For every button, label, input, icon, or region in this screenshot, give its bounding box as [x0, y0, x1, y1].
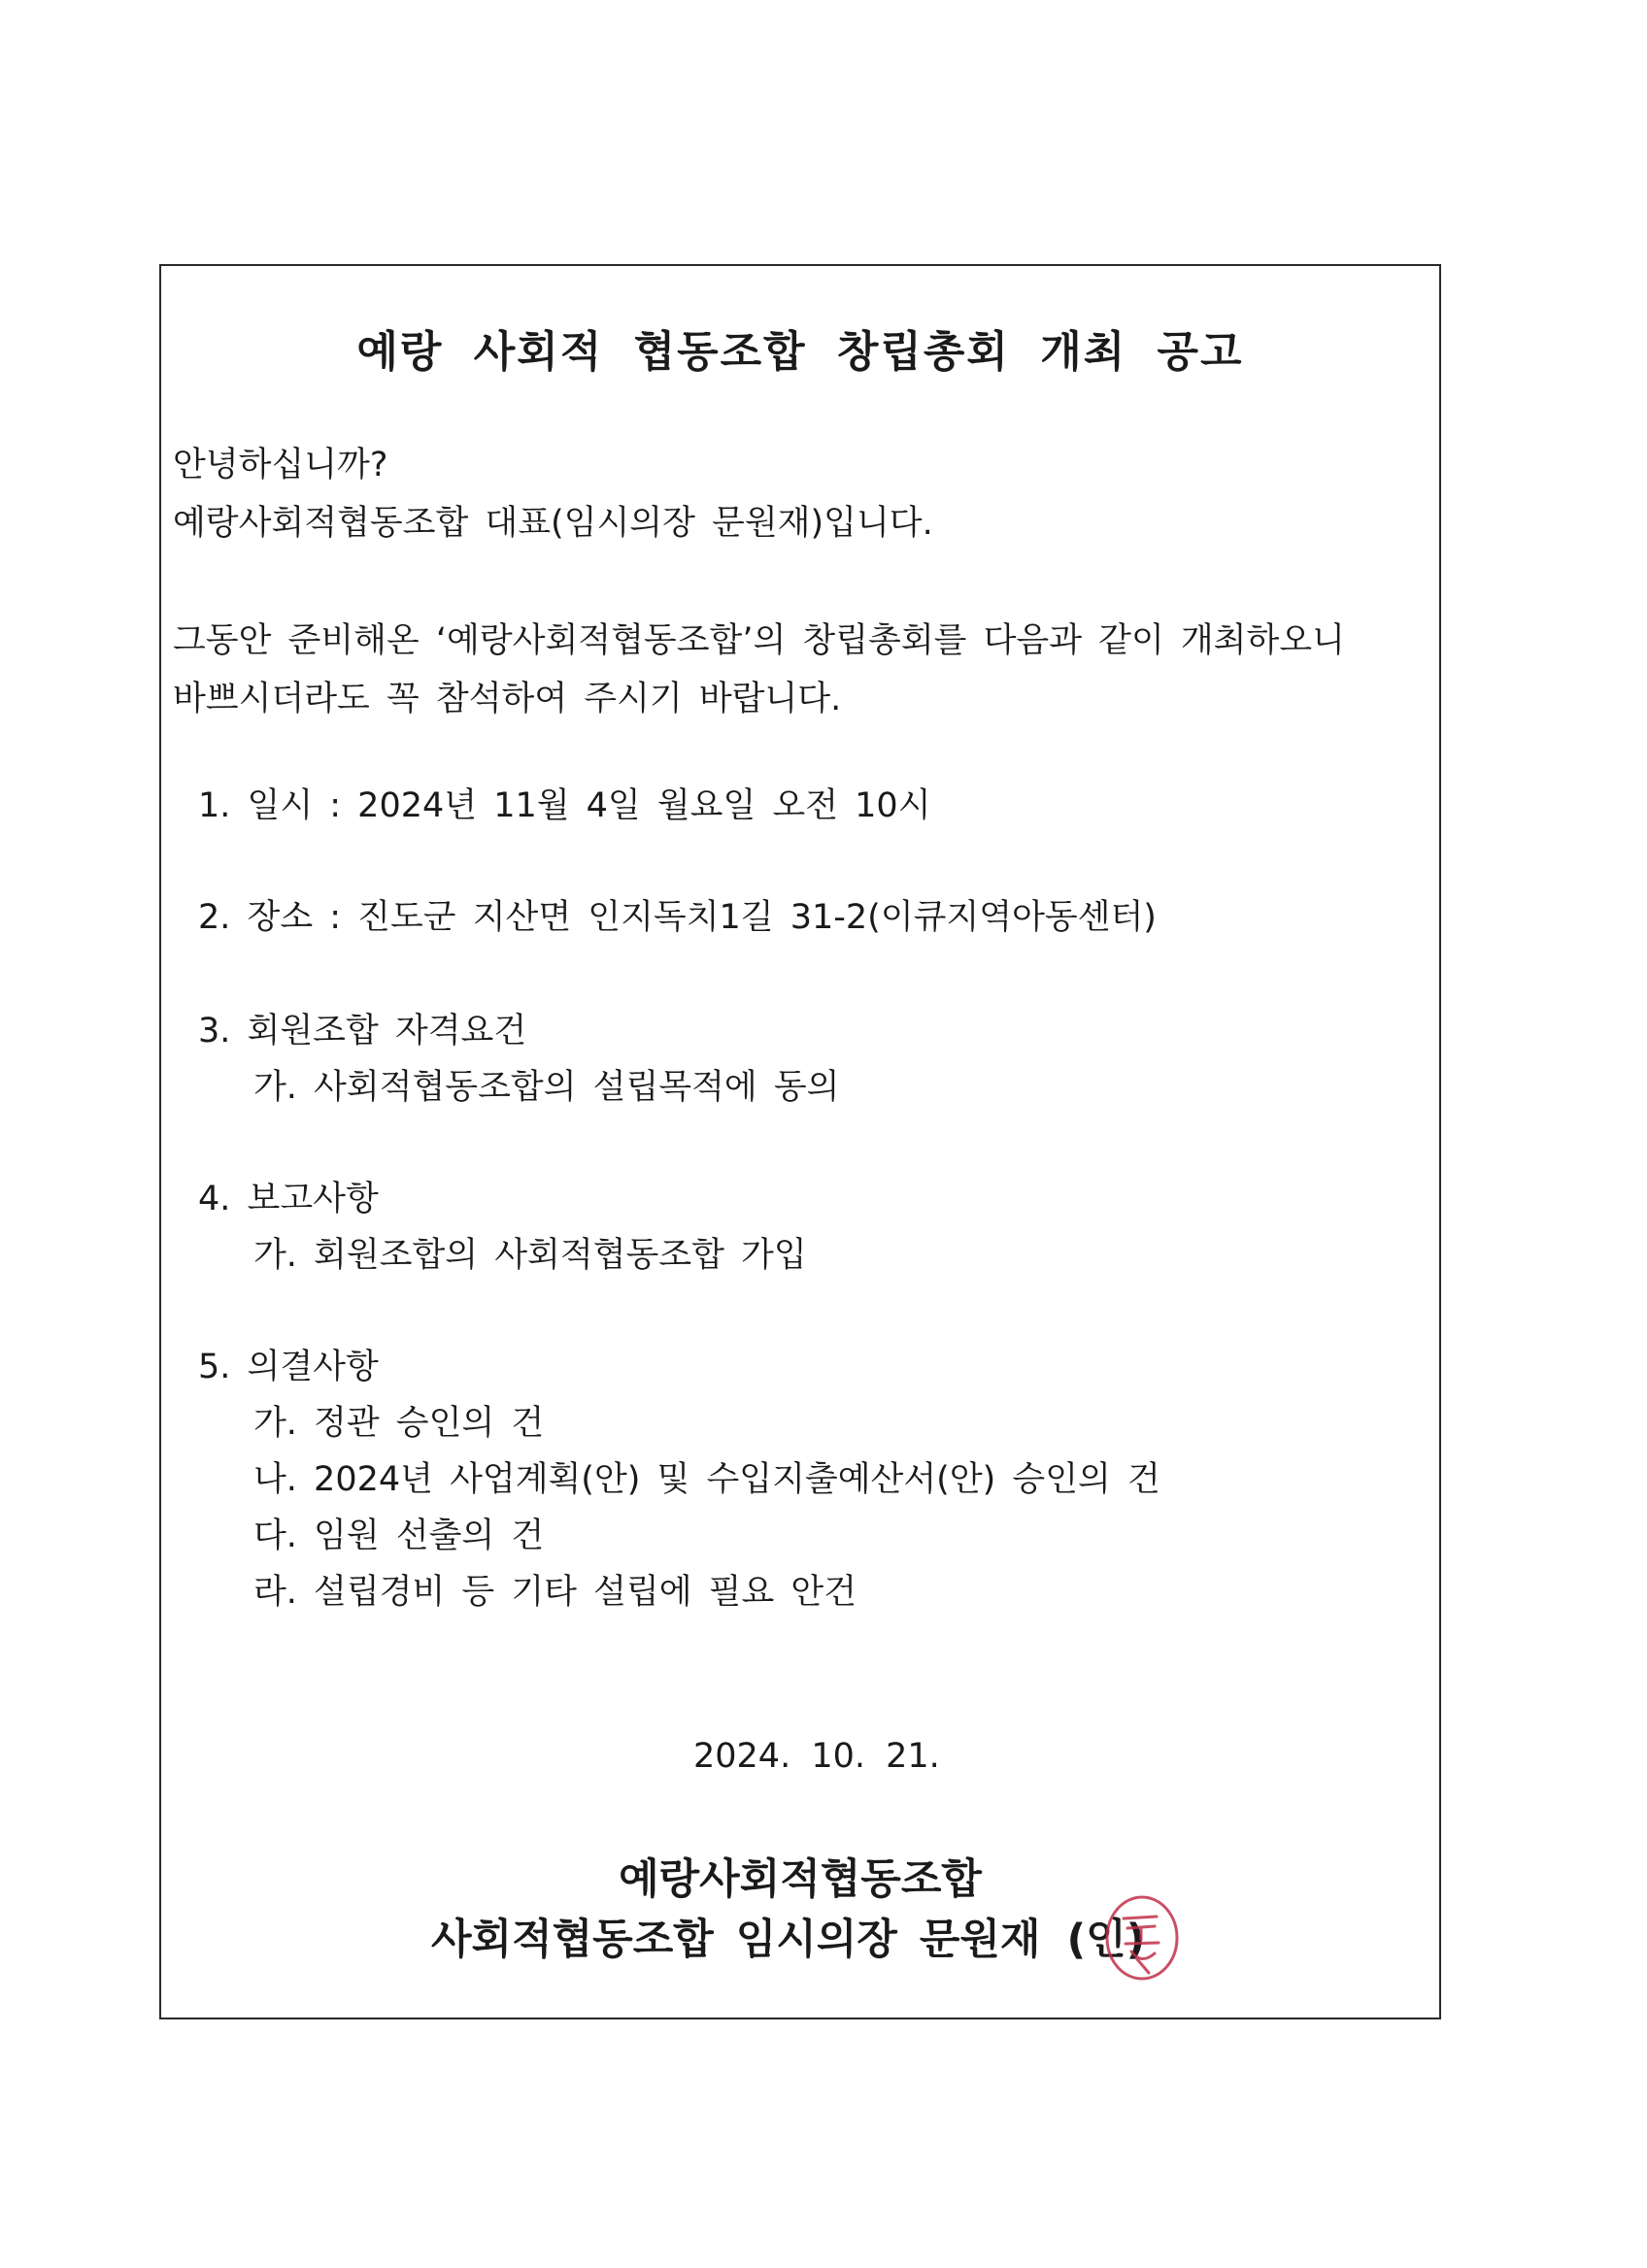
paragraph-line-2: 바쁘시더라도 꼭 참석하여 주시기 바랍니다.: [173, 680, 842, 718]
item-report-sub-1: 가. 회원조합의 사회적협동조합 가입: [253, 1236, 807, 1275]
intro-text: 예랑사회적협동조합 대표(임시의장 문원재)입니다.: [173, 504, 933, 543]
notice-frame: [159, 264, 1441, 2019]
signature-line: [431, 1907, 1145, 1966]
organization-name: 예랑사회적협동조합: [619, 1855, 982, 1904]
notice-title: 예랑 사회적 협동조합 창립총회 개최 공고: [356, 327, 1244, 377]
item-report-matters: 4. 보고사항: [198, 1180, 379, 1218]
item-resolution-sub-3: 다. 임원 선출의 건: [253, 1517, 545, 1555]
item-membership-requirements: 3. 회원조합 자격요건: [198, 1012, 527, 1051]
item-venue: 2. 장소 : 진도군 지산면 인지독치1길 31-2(이큐지역아동센터): [198, 898, 1157, 937]
item-membership-sub-1: 가. 사회적협동조합의 설립목적에 동의: [253, 1068, 840, 1107]
item-resolution-sub-2: 나. 2024년 사업계획(안) 및 수입지출예산서(안) 승인의 건: [253, 1460, 1160, 1499]
item-resolution-sub-1: 가. 정관 승인의 건: [253, 1404, 545, 1443]
notice-date: 2024. 10. 21.: [693, 1737, 940, 1776]
item-schedule: 1. 일시 : 2024년 11월 4일 월요일 오전 10시: [198, 786, 931, 825]
signatory-name: 사회적협동조합 임시의장 문원재: [431, 1916, 1041, 1964]
greeting-text: 안녕하십니까?: [173, 446, 388, 484]
item-resolutions: 5. 의결사항: [198, 1348, 379, 1386]
item-resolution-sub-4: 라. 설립경비 등 기타 설립에 필요 안건: [253, 1573, 857, 1612]
seal-label: (인): [1066, 1916, 1146, 1964]
paragraph-line-1: 그동안 준비해온 ‘예랑사회적협동조합’의 창립총회를 다음과 같이 개최하오니: [173, 621, 1345, 660]
